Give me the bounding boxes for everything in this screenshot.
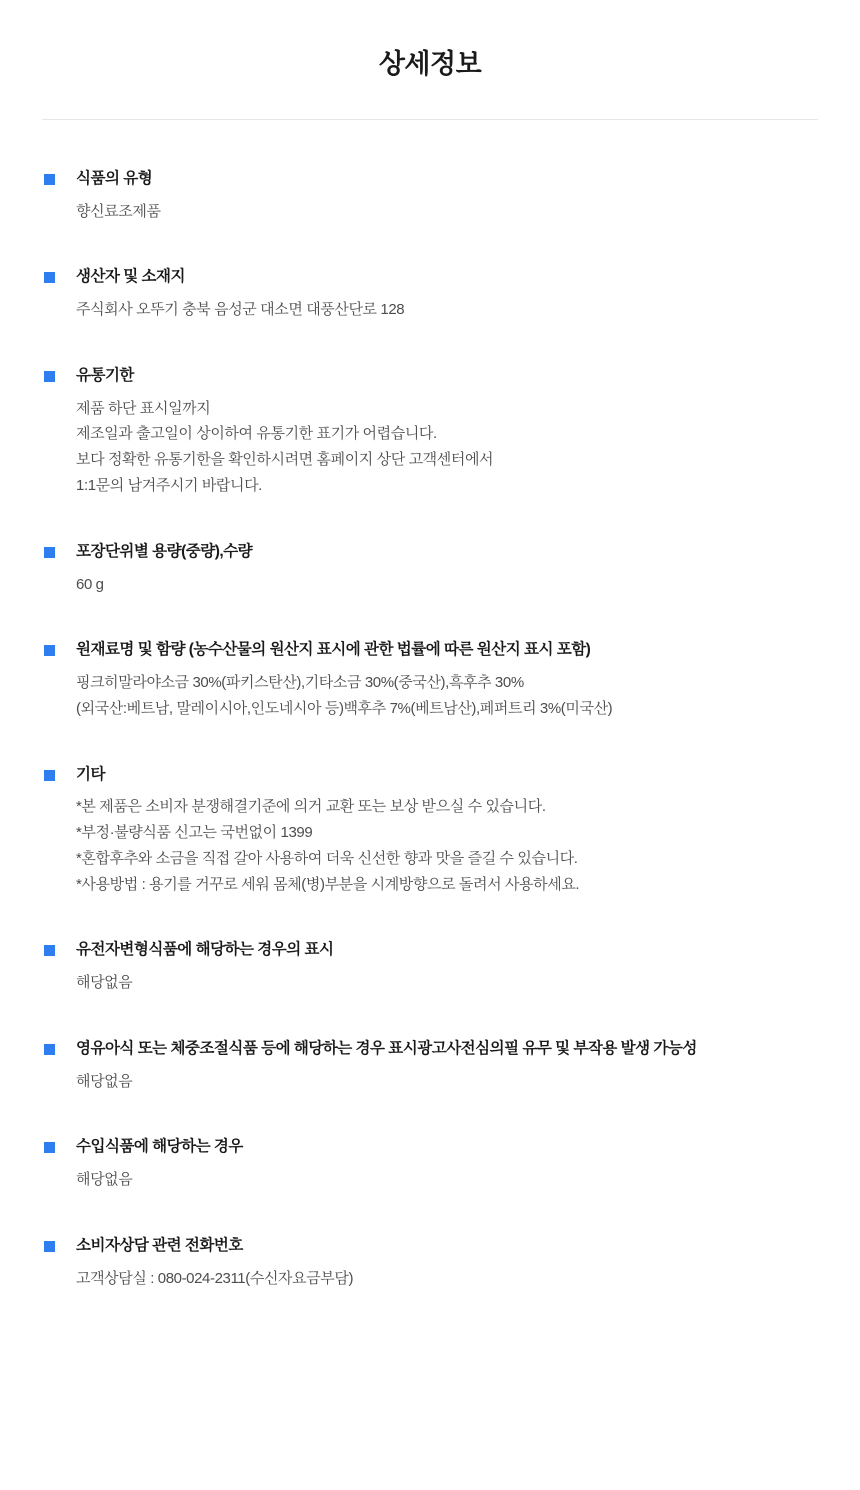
square-bullet-icon	[44, 645, 55, 656]
info-item-values	[76, 1266, 818, 1292]
info-item-values	[76, 970, 818, 996]
info-item-value-line: 제품 하단 표시일까지	[76, 399, 211, 417]
info-item-value-line: *사용방법 : 용기를 거꾸로 세워 몸체(병)부분을 시계방향으로 돌려서 사용하세요.	[76, 875, 580, 893]
info-item	[42, 939, 818, 995]
info-item-values	[76, 1167, 818, 1193]
square-bullet-icon	[44, 1044, 55, 1055]
info-item-label: 유전자변형식품에 해당하는 경우의 표시	[76, 941, 334, 959]
page-title: 상세정보	[378, 49, 482, 79]
square-bullet-icon	[44, 371, 55, 382]
info-item	[42, 1038, 818, 1094]
info-item-values	[76, 396, 818, 499]
info-item	[42, 365, 818, 499]
info-item-value-line: 해당없음	[76, 1072, 133, 1090]
info-item-values	[76, 1069, 818, 1095]
info-item-label: 포장단위별 용량(중량),수량	[76, 542, 253, 560]
square-bullet-icon	[44, 547, 55, 558]
info-item-value-line: *부정·불량식품 신고는 국번없이 1399	[76, 824, 313, 842]
info-item-value-line: 1:1문의 남겨주시기 바랍니다.	[76, 477, 262, 495]
square-bullet-icon	[44, 770, 55, 781]
info-item-values	[76, 794, 818, 897]
info-item-values	[76, 572, 818, 598]
info-item-label: 소비자상담 관련 전화번호	[76, 1236, 243, 1254]
info-item-label: 식품의 유형	[76, 170, 153, 187]
info-item-value-line: 핑크히말라야소금 30%(파키스탄산),기타소금 30%(중국산),흑후추 30%	[76, 674, 524, 692]
info-item-value-line: *혼합후추와 소금을 직접 갈아 사용하여 더욱 신선한 향과 맛을 즐길 수 있습니다.	[76, 849, 578, 867]
info-item	[42, 541, 818, 597]
square-bullet-icon	[44, 1142, 55, 1153]
info-item-value-line: 고객상담실 : 080-024-2311(수신자요금부담)	[76, 1269, 354, 1287]
info-item-label: 유통기한	[76, 366, 134, 384]
info-item-values	[76, 297, 818, 323]
title-divider	[42, 119, 818, 120]
info-item	[42, 639, 818, 721]
info-item	[42, 764, 818, 898]
info-item-value-line: 제조일과 출고일이 상이하여 유통기한 표기가 어렵습니다.	[76, 425, 437, 443]
info-item-value-line: 주식회사 오뚜기 충북 음성군 대소면 대풍산단로 128	[76, 301, 405, 319]
square-bullet-icon	[44, 174, 55, 185]
info-item-label: 생산자 및 소재지	[76, 268, 185, 286]
info-item-values	[76, 199, 818, 225]
info-item-label: 수입식품에 해당하는 경우	[76, 1138, 243, 1156]
info-item-label: 영유아식 또는 체중조절식품 등에 해당하는 경우 표시광고사전심의필 유무 및 부작용 발생 가능성	[76, 1039, 697, 1057]
info-item-value-line: 해당없음	[76, 1171, 133, 1189]
info-item-value-line: (외국산:베트남, 말레이시아,인도네시아 등)백후추 7%(베트남산),페퍼트리 3%(미국산)	[76, 699, 613, 717]
product-info-list	[0, 168, 860, 1351]
info-item-value-line: 해당없음	[76, 974, 133, 992]
square-bullet-icon	[44, 272, 55, 283]
info-item-label: 원재료명 및 함량 (농수산물의 원산지 표시에 관한 법률에 따른 원산지 표시 포함)	[76, 641, 591, 659]
info-item	[42, 1136, 818, 1192]
info-item-label: 기타	[76, 765, 105, 783]
info-item-value-line: *본 제품은 소비자 분쟁해결기준에 의거 교환 또는 보상 받으실 수 있습니다.	[76, 798, 546, 816]
info-item-value-line: 향신료조제품	[76, 202, 161, 220]
info-item	[42, 266, 818, 322]
square-bullet-icon	[44, 1241, 55, 1252]
square-bullet-icon	[44, 945, 55, 956]
info-item-value-line: 보다 정확한 유통기한을 확인하시려면 홈페이지 상단 고객센터에서	[76, 451, 494, 469]
info-item	[42, 168, 818, 224]
info-item-value-line: 60 g	[76, 575, 104, 593]
info-item	[42, 1235, 818, 1291]
info-item-values	[76, 670, 818, 722]
